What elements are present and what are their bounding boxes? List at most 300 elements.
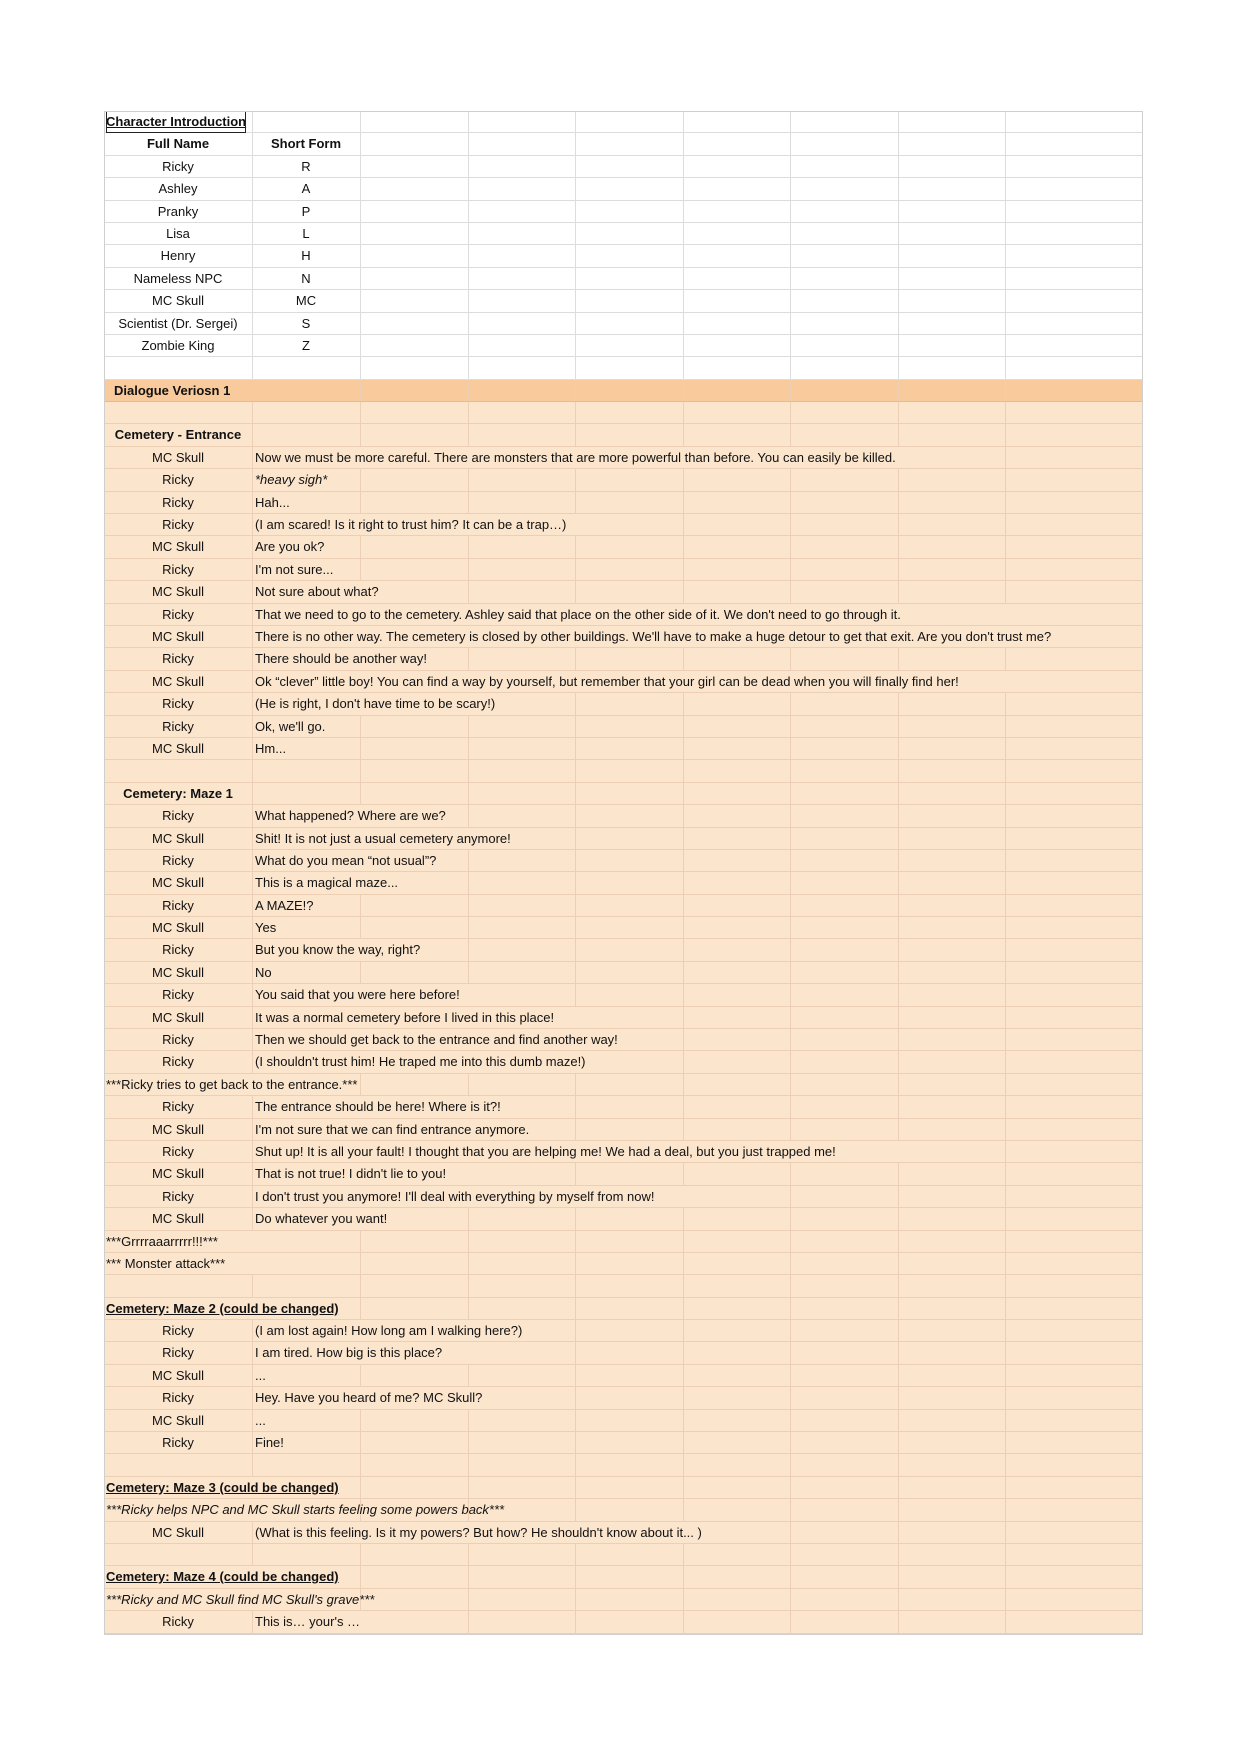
gridline: [1005, 1074, 1006, 1095]
gridline: [790, 716, 791, 737]
gridline: [790, 1051, 791, 1072]
dialogue-row: [104, 1522, 1143, 1544]
dialogue-line: (I am scared! Is it right to trust him? It can be a trap…): [255, 517, 567, 533]
gridline: [360, 1074, 361, 1095]
gridline: [683, 1566, 684, 1587]
character-row: [104, 223, 1143, 245]
dialogue-line: (What is this feeling. Is it my powers? But how? He shouldn't know about it... ): [255, 1524, 702, 1540]
gridline: [898, 1544, 899, 1565]
gridline: [683, 917, 684, 938]
gridline: [683, 1074, 684, 1095]
gridline: [468, 1410, 469, 1431]
gridline: [898, 357, 899, 378]
dialogue-row: [104, 626, 1143, 648]
speaker-name: MC Skull: [151, 964, 204, 980]
gridline: [1005, 357, 1006, 378]
gridline: [683, 872, 684, 893]
gridline: [1005, 716, 1006, 737]
dialogue-row: [104, 895, 1143, 917]
gridline: [898, 1611, 899, 1632]
gridline: [575, 760, 576, 781]
character-full-name: Scientist (Dr. Sergei): [118, 315, 238, 331]
gridline: [360, 492, 361, 513]
gridline: [683, 1096, 684, 1117]
character-full-name: Pranky: [157, 203, 199, 219]
speaker-name: MC Skull: [151, 1367, 204, 1383]
character-row: [104, 201, 1143, 223]
gridline: [360, 738, 361, 759]
gridline: [468, 1454, 469, 1475]
gridline: [360, 268, 361, 289]
gridline: [898, 424, 899, 445]
gridline: [683, 1544, 684, 1565]
gridline: [790, 514, 791, 535]
gridline: [1005, 514, 1006, 535]
gridline: [1005, 178, 1006, 199]
gridline: [252, 111, 253, 132]
gridline: [468, 1611, 469, 1632]
gridline: [790, 1208, 791, 1229]
gridline: [898, 1387, 899, 1408]
gridline: [898, 716, 899, 737]
dialogue-line: There is no other way. The cemetery is closed by other buildings. We'll have to make a huge detour to get that exit. Are you don't trust me?: [255, 628, 1052, 644]
character-short-form: A: [301, 181, 311, 197]
gridline: [252, 1544, 253, 1565]
gridline: [898, 178, 899, 199]
gridline: [683, 962, 684, 983]
gridline: [790, 828, 791, 849]
gridline: [360, 357, 361, 378]
gridline: [1005, 1454, 1006, 1475]
scene-title-row: [104, 1566, 1143, 1588]
dialogue-line: (I shouldn't trust him! He traped me into this dumb maze!): [255, 1054, 586, 1070]
gridline: [575, 1253, 576, 1274]
gridline: [575, 357, 576, 378]
gridline: [252, 604, 253, 625]
gridline: [1005, 268, 1006, 289]
gridline: [790, 492, 791, 513]
character-short-form: H: [301, 248, 311, 264]
gridline: [360, 380, 361, 401]
gridline: [898, 1477, 899, 1498]
speaker-name: Ricky: [162, 852, 194, 868]
gridline: [360, 111, 361, 132]
character-full-name: Ashley: [158, 181, 198, 197]
gridline: [575, 290, 576, 311]
gridline: [790, 1611, 791, 1632]
gridline: [898, 1454, 899, 1475]
gridline: [1005, 939, 1006, 960]
gridline: [252, 1029, 253, 1050]
gridline: [1005, 984, 1006, 1005]
speaker-name: Ricky: [162, 1054, 194, 1070]
gridline: [683, 1365, 684, 1386]
speaker-name: MC Skull: [151, 830, 204, 846]
dialogue-line: ...: [255, 1367, 266, 1383]
gridline: [252, 828, 253, 849]
stage-direction-row: [104, 1499, 1143, 1521]
gridline: [1005, 1298, 1006, 1319]
gridline: [252, 917, 253, 938]
speaker-name: Ricky: [162, 1032, 194, 1048]
gridline: [252, 716, 253, 737]
blank-row: [104, 402, 1143, 424]
gridline: [360, 201, 361, 222]
gridline: [252, 357, 253, 378]
gridline: [360, 783, 361, 804]
gridline: [790, 939, 791, 960]
gridline: [683, 201, 684, 222]
gridline: [790, 1253, 791, 1274]
gridline: [252, 581, 253, 602]
spreadsheet: [104, 111, 1143, 1634]
gridline: [468, 313, 469, 334]
dialogue-row: [104, 1051, 1143, 1073]
gridline: [575, 939, 576, 960]
gridline: [683, 536, 684, 557]
speaker-name: Ricky: [162, 696, 194, 712]
gridline: [790, 984, 791, 1005]
gridline: [898, 581, 899, 602]
dialogue-version-header-row: [104, 380, 1143, 402]
gridline: [1005, 1611, 1006, 1632]
gridline: [790, 290, 791, 311]
gridline: [683, 402, 684, 423]
gridline: [575, 828, 576, 849]
gridline: [1005, 783, 1006, 804]
dialogue-row: [104, 850, 1143, 872]
stage-direction-row: [104, 1231, 1143, 1253]
gridline: [1005, 492, 1006, 513]
gridline: [252, 1096, 253, 1117]
gridline: [468, 1544, 469, 1565]
character-row: [104, 156, 1143, 178]
gridline: [1005, 962, 1006, 983]
speaker-name: Ricky: [162, 561, 194, 577]
gridline: [468, 223, 469, 244]
gridline: [683, 1320, 684, 1341]
gridline: [575, 783, 576, 804]
gridline: [683, 357, 684, 378]
stage-direction: ***Ricky tries to get back to the entrance.***: [106, 1076, 358, 1092]
gridline: [575, 581, 576, 602]
gridline: [360, 335, 361, 356]
gridline: [575, 1544, 576, 1565]
gridline: [1005, 380, 1006, 401]
gridline: [1005, 536, 1006, 557]
dialogue-row: [104, 514, 1143, 536]
dialogue-line: This is… your's …: [255, 1614, 361, 1630]
character-intro-title-row: [104, 111, 1143, 133]
gridline: [1005, 1253, 1006, 1274]
dialogue-line: Shit! It is not just a usual cemetery anymore!: [255, 830, 511, 846]
gridline: [683, 939, 684, 960]
dialogue-row: [104, 1410, 1143, 1432]
gridline: [683, 828, 684, 849]
gridline: [1005, 1432, 1006, 1453]
dialogue-line: You said that you were here before!: [255, 987, 460, 1003]
gridline: [790, 805, 791, 826]
gridline: [575, 223, 576, 244]
gridline: [360, 962, 361, 983]
gridline: [683, 783, 684, 804]
gridline: [790, 1589, 791, 1610]
gridline: [360, 917, 361, 938]
speaker-name: MC Skull: [151, 1412, 204, 1428]
gridline: [252, 402, 253, 423]
gridline: [575, 380, 576, 401]
gridline: [360, 178, 361, 199]
gridline: [898, 939, 899, 960]
character-full-name: Ricky: [162, 158, 194, 174]
speaker-name: Ricky: [162, 808, 194, 824]
gridline: [790, 1477, 791, 1498]
gridline: [575, 133, 576, 154]
gridline: [898, 917, 899, 938]
gridline: [790, 156, 791, 177]
gridline: [790, 872, 791, 893]
gridline: [468, 178, 469, 199]
gridline: [575, 1275, 576, 1296]
gridline: [360, 1477, 361, 1498]
gridline: [1005, 133, 1006, 154]
gridline: [683, 895, 684, 916]
gridline: [790, 1566, 791, 1587]
gridline: [360, 1253, 361, 1274]
gridline: [790, 1163, 791, 1184]
gridline: [575, 1477, 576, 1498]
gridline: [790, 1342, 791, 1363]
gridline: [468, 402, 469, 423]
gridline: [683, 290, 684, 311]
gridline: [360, 313, 361, 334]
gridline: [252, 1342, 253, 1363]
gridline: [1005, 447, 1006, 468]
speaker-name: MC Skull: [151, 673, 204, 689]
speaker-name: MC Skull: [151, 1211, 204, 1227]
gridline: [1005, 1387, 1006, 1408]
gridline: [252, 469, 253, 490]
gridline: [468, 290, 469, 311]
gridline: [898, 290, 899, 311]
gridline: [683, 805, 684, 826]
dialogue-line: ...: [255, 1412, 266, 1428]
gridline: [360, 223, 361, 244]
dialogue-row: [104, 1186, 1143, 1208]
gridline: [360, 469, 361, 490]
gridline: [252, 1163, 253, 1184]
gridline: [575, 738, 576, 759]
gridline: [252, 1432, 253, 1453]
gridline: [468, 357, 469, 378]
gridline: [252, 1365, 253, 1386]
gridline: [360, 536, 361, 557]
dialogue-row: [104, 805, 1143, 827]
gridline: [1005, 648, 1006, 669]
dialogue-row: [104, 693, 1143, 715]
gridline: [468, 133, 469, 154]
character-full-name: Zombie King: [141, 337, 215, 353]
gridline: [683, 1163, 684, 1184]
gridline: [360, 424, 361, 445]
speaker-name: MC Skull: [151, 920, 204, 936]
gridline: [252, 962, 253, 983]
gridline: [683, 1231, 684, 1252]
gridline: [575, 1298, 576, 1319]
gridline: [1005, 1163, 1006, 1184]
gridline: [468, 783, 469, 804]
gridline: [683, 1051, 684, 1072]
gridline: [683, 984, 684, 1005]
gridline: [360, 1454, 361, 1475]
gridline: [683, 1253, 684, 1274]
gridline: [468, 201, 469, 222]
gridline: [790, 850, 791, 871]
gridline: [790, 245, 791, 266]
gridline: [898, 760, 899, 781]
gridline: [468, 895, 469, 916]
dialogue-line: This is a magical maze...: [255, 875, 399, 891]
gridline: [1005, 1522, 1006, 1543]
dialogue-row: [104, 1096, 1143, 1118]
gridline: [790, 536, 791, 557]
gridline: [468, 424, 469, 445]
gridline: [683, 760, 684, 781]
gridline: [790, 268, 791, 289]
gridline: [360, 760, 361, 781]
gridline: [575, 402, 576, 423]
gridline: [468, 648, 469, 669]
gridline: [252, 872, 253, 893]
gridline: [575, 178, 576, 199]
gridline: [468, 1477, 469, 1498]
speaker-name: Ricky: [162, 1614, 194, 1630]
dialogue-row: [104, 962, 1143, 984]
gridline: [898, 850, 899, 871]
speaker-name: MC Skull: [151, 628, 204, 644]
gridline: [683, 693, 684, 714]
gridline: [252, 1119, 253, 1140]
gridline: [898, 1074, 899, 1095]
gridline: [252, 648, 253, 669]
gridline: [575, 805, 576, 826]
dialogue-row: [104, 671, 1143, 693]
blank-row: [104, 357, 1143, 379]
gridline: [683, 156, 684, 177]
gridline: [790, 962, 791, 983]
speaker-name: Ricky: [162, 942, 194, 958]
speaker-name: Ricky: [162, 1390, 194, 1406]
gridline: [1005, 828, 1006, 849]
gridline: [575, 1387, 576, 1408]
gridline: [575, 1432, 576, 1453]
speaker-name: MC Skull: [151, 1121, 204, 1137]
gridline: [898, 1432, 899, 1453]
speaker-name: MC Skull: [151, 1009, 204, 1025]
dialogue-line: Ok, we'll go.: [255, 718, 326, 734]
speaker-name: Ricky: [162, 494, 194, 510]
gridline: [1005, 1231, 1006, 1252]
gridline: [898, 805, 899, 826]
gridline: [790, 648, 791, 669]
gridline: [575, 1499, 576, 1520]
gridline: [898, 1342, 899, 1363]
character-short-form: L: [302, 225, 310, 241]
gridline: [898, 1096, 899, 1117]
dialogue-line: What happened? Where are we?: [255, 808, 446, 824]
gridline: [683, 178, 684, 199]
gridline: [575, 1589, 576, 1610]
dialogue-row: [104, 872, 1143, 894]
scene-title-row: [104, 424, 1143, 446]
gridline: [1005, 895, 1006, 916]
scene-title-row: [104, 1298, 1143, 1320]
speaker-name: MC Skull: [151, 875, 204, 891]
dialogue-row: [104, 559, 1143, 581]
gridline: [790, 1522, 791, 1543]
dialogue-row: [104, 738, 1143, 760]
dialogue-line: It was a normal cemetery before I lived in this place!: [255, 1009, 555, 1025]
dialogue-line: The entrance should be here! Where is it?!: [255, 1099, 501, 1115]
gridline: [575, 693, 576, 714]
gridline: [360, 1566, 361, 1587]
gridline: [575, 1119, 576, 1140]
gridline: [790, 581, 791, 602]
gridline: [360, 290, 361, 311]
gridline: [790, 1074, 791, 1095]
dialogue-line: That is not true! I didn't lie to you!: [255, 1166, 447, 1182]
gridline: [683, 1298, 684, 1319]
character-full-name: Nameless NPC: [133, 270, 223, 286]
gridline: [575, 648, 576, 669]
gridline: [683, 1432, 684, 1453]
gridline: [1005, 1275, 1006, 1296]
gridline: [252, 895, 253, 916]
gridline: [252, 1208, 253, 1229]
gridline: [1005, 1566, 1006, 1587]
dialogue-row: [104, 984, 1143, 1006]
gridline: [252, 760, 253, 781]
gridline: [468, 939, 469, 960]
gridline: [252, 1007, 253, 1028]
gridline: [898, 111, 899, 132]
gridline: [360, 1544, 361, 1565]
dialogue-row: [104, 447, 1143, 469]
gridline: [1005, 402, 1006, 423]
gridline: [252, 671, 253, 692]
gridline: [1005, 1365, 1006, 1386]
gridline: [1005, 1007, 1006, 1028]
gridline: [360, 1275, 361, 1296]
gridline: [468, 111, 469, 132]
stage-direction-row: [104, 1589, 1143, 1611]
gridline: [468, 156, 469, 177]
gridline: [1005, 290, 1006, 311]
gridline: [575, 313, 576, 334]
gridline: [575, 1566, 576, 1587]
gridline: [1005, 156, 1006, 177]
gridline: [790, 738, 791, 759]
gridline: [1005, 850, 1006, 871]
gridline: [898, 1208, 899, 1229]
dialogue-row: [104, 536, 1143, 558]
scene-title: Cemetery: Maze 4 (could be changed): [106, 1569, 339, 1585]
gridline: [252, 1522, 253, 1543]
gridline: [898, 201, 899, 222]
gridline: [898, 313, 899, 334]
gridline: [1005, 1499, 1006, 1520]
short-form-header: Short Form: [270, 136, 342, 152]
